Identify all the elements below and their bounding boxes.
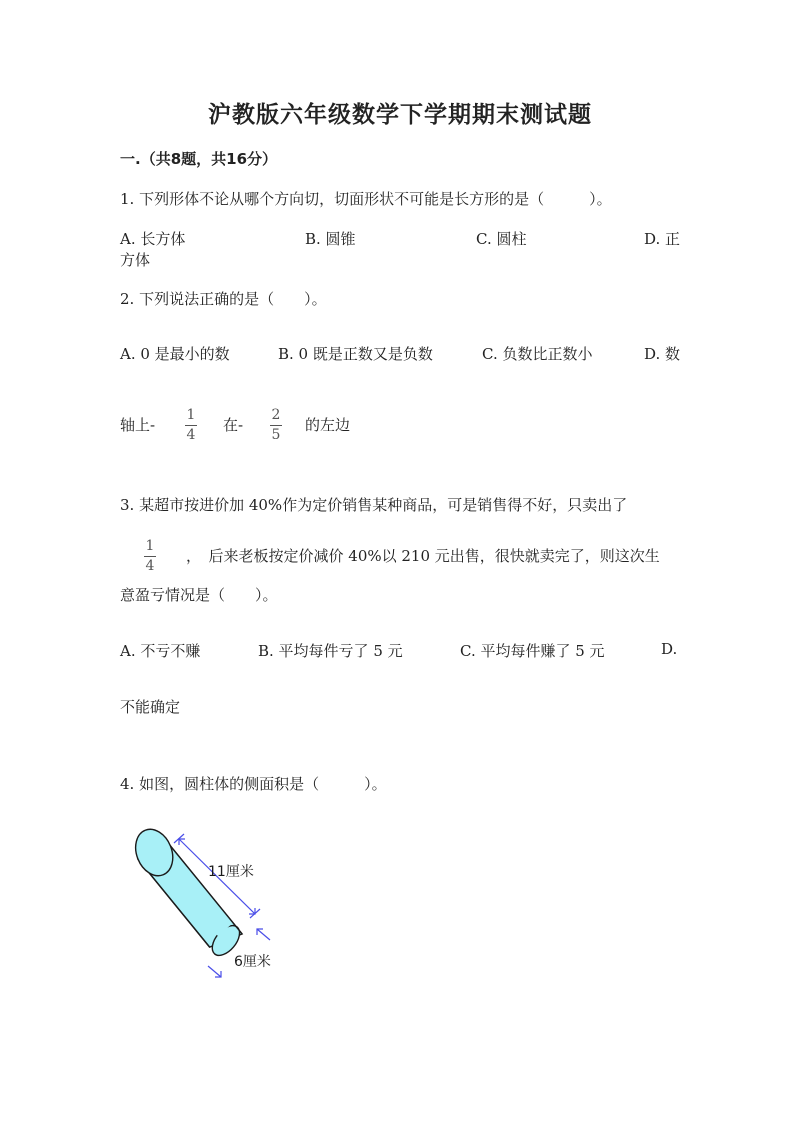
section-heading: 一.（共8题，共16分） <box>120 150 278 168</box>
question-2-option-c: C. 负数比正数小 <box>482 345 593 363</box>
question-1-stem: 1. 下列形体不论从哪个方向切，切面形状不可能是长方形的是（ ）。 <box>120 190 612 208</box>
question-2-option-d-text: 轴上- <box>120 416 156 434</box>
diameter-label: 6厘米 <box>234 954 271 970</box>
fraction-two-fifths <box>270 407 282 444</box>
fraction-one-quarter <box>144 538 156 575</box>
question-1-option-a: A. 长方体 <box>120 230 186 248</box>
fraction-bar <box>270 425 282 426</box>
page-title: 沪教版六年级数学下学期期末测试题 <box>208 102 592 128</box>
question-2-option-d-text-end: 的左边 <box>305 416 351 434</box>
question-3-stem-line-3: 意盈亏情况是（ ）。 <box>120 586 278 604</box>
fraction-one-quarter <box>185 407 197 444</box>
question-3-option-b: B. 平均每件亏了 5 元 <box>258 642 403 660</box>
question-3-stem-line-1: 3. 某超市按进价加 40%作为定价销售某种商品，可是销售得不好，只卖出了 <box>120 496 628 514</box>
question-1-option-d: D. 正 <box>644 230 681 248</box>
question-3-option-c: C. 平均每件赚了 5 元 <box>460 642 605 660</box>
question-3-stem-line-2: ， 后来老板按定价减价 40%以 210 元出售，很快就卖完了，则这次生 <box>186 547 660 565</box>
question-3-option-a: A. 不亏不赚 <box>120 642 201 660</box>
question-3-option-d: D. <box>661 640 678 658</box>
fraction-numerator: 1 <box>186 407 196 423</box>
question-1-option-b: B. 圆锥 <box>305 230 356 248</box>
length-label: 11厘米 <box>208 864 254 880</box>
fraction-bar <box>185 425 197 426</box>
fraction-denominator: 5 <box>271 427 281 443</box>
question-2-option-d: D. 数 <box>644 345 681 363</box>
question-2-option-d-text-mid: 在- <box>223 416 244 434</box>
fraction-denominator: 4 <box>186 427 196 443</box>
question-2-stem: 2. 下列说法正确的是（ ）。 <box>120 290 327 308</box>
question-1-option-c: C. 圆柱 <box>476 230 527 248</box>
fraction-bar <box>144 556 156 557</box>
question-1-option-d-continued: 方体 <box>120 251 151 269</box>
question-2-option-a: A. 0 是最小的数 <box>120 345 230 363</box>
fraction-numerator: 2 <box>271 407 281 423</box>
question-3-option-d-continued: 不能确定 <box>120 698 181 716</box>
cylinder-figure <box>118 828 298 988</box>
question-2-option-b: B. 0 既是正数又是负数 <box>278 345 433 363</box>
fraction-denominator: 4 <box>145 558 155 574</box>
fraction-numerator: 1 <box>145 538 155 554</box>
question-4-stem: 4. 如图，圆柱体的侧面积是（ ）。 <box>120 775 387 793</box>
